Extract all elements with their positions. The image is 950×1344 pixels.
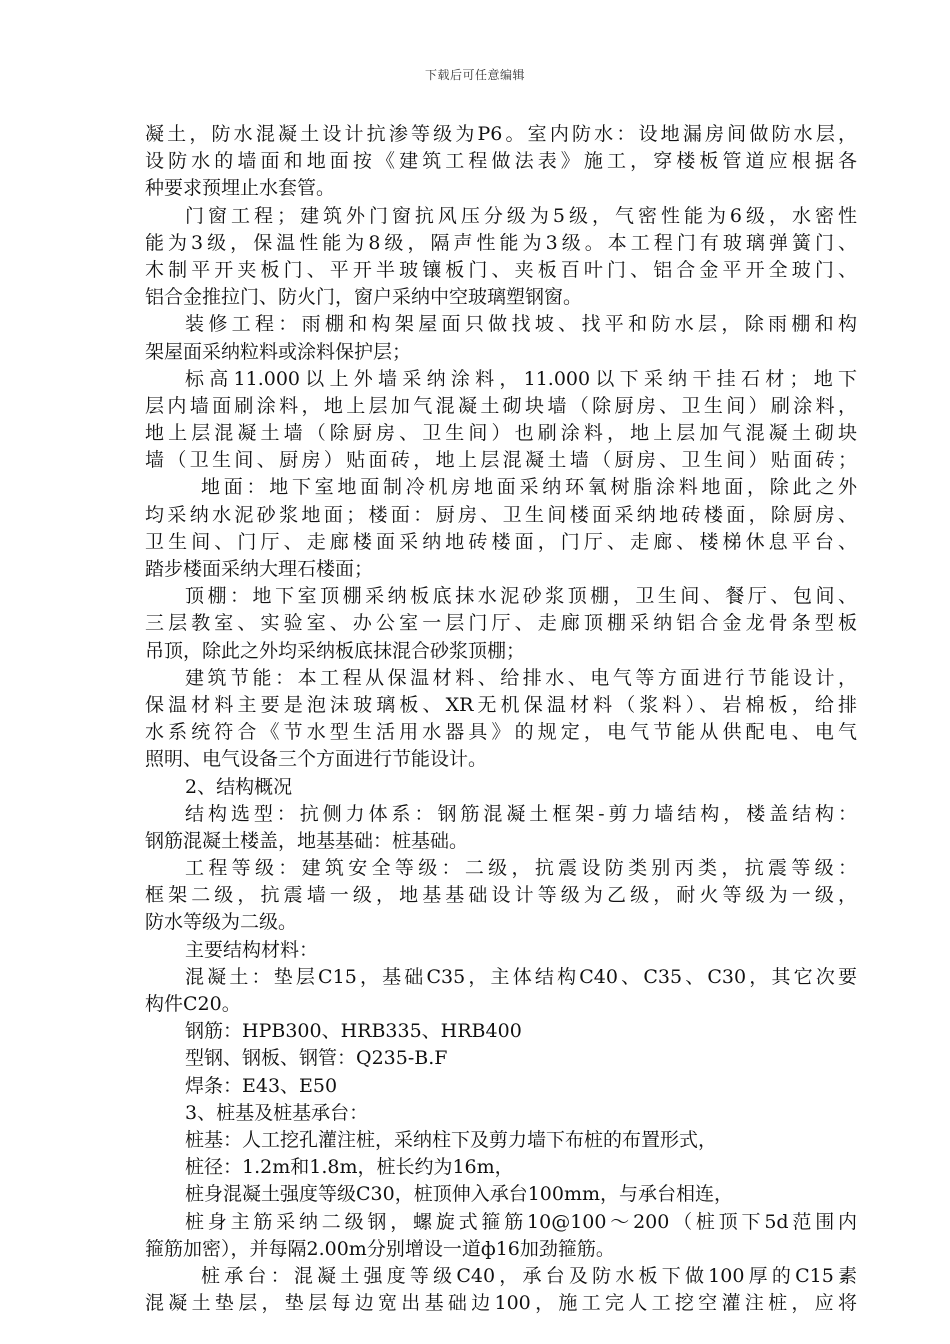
paragraph-line: 顶棚：地下室顶棚采纳板底抹水泥砂浆顶棚，卫生间、餐厅、包间、 — [185, 585, 857, 608]
paragraph-line: 标高11.000以上外墙采纳涂料，11.000以下采纳干挂石材；地下 — [185, 367, 857, 390]
paragraph-line: 地上层混凝土墙（除厨房、卫生间）也刷涂料，地上层加气混凝土砌块 — [145, 422, 857, 445]
paragraph-line: 混凝土：垫层C15，基础C35，主体结构C40、C35、C30，其它次要 — [185, 965, 857, 988]
paragraph-line: 钢筋混凝土楼盖，地基基础：桩基础。 — [145, 829, 469, 852]
paragraph-line: 吊顶，除此之外均采纳板底抹混合砂浆顶棚； — [145, 639, 526, 662]
paragraph-line: 焊条：E43、E50 — [185, 1074, 338, 1097]
section-heading: 3、桩基及桩基承台： — [185, 1101, 369, 1124]
body-text — [145, 121, 857, 1317]
paragraph-line: 保温材料主要是泡沫玻璃板、XR无机保温材料（浆料）、岩棉板，给排 — [145, 693, 857, 716]
paragraph-line: 框架二级，抗震墙一级，地基基础设计等级为乙级，耐火等级为一级， — [145, 884, 857, 907]
paragraph-line: 踏步楼面采纳大理石楼面； — [145, 558, 374, 580]
paragraph-line: 地面：地下室地面制冷机房地面采纳环氧树脂涂料地面，除此之外 — [201, 476, 857, 499]
paragraph-line: 结构选型：抗侧力体系：钢筋混凝土框架-剪力墙结构，楼盖结构： — [185, 802, 857, 825]
paragraph-line: 墙（卫生间、厨房）贴面砖，地上层混凝土墙（厨房、卫生间）贴面砖； — [145, 449, 857, 472]
paragraph-line: 门窗工程；建筑外门窗抗风压分级为5级，气密性能为6级，水密性 — [185, 204, 857, 227]
paragraph-line: 主要结构材料： — [185, 938, 319, 961]
section-heading: 2、结构概况 — [185, 775, 293, 798]
paragraph-line: 种要求预埋止水套管。 — [145, 177, 336, 200]
paragraph-line: 均采纳水泥砂浆地面；楼面：厨房、卫生间楼面采纳地砖楼面，除厨房、 — [145, 503, 857, 526]
paragraph-line: 桩身主筋采纳二级钢，螺旋式箍筋10@100～200（桩顶下5d范围内 — [185, 1210, 857, 1233]
paragraph-line: 建筑节能：本工程从保温材料、给排水、电气等方面进行节能设计， — [185, 666, 857, 689]
paragraph-line: 木制平开夹板门、平开半玻镶板门、夹板百叶门、铝合金平开全玻门、 — [145, 258, 857, 281]
paragraph-line: 设防水的墙面和地面按《建筑工程做法表》施工，穿楼板管道应根据各 — [145, 150, 857, 173]
paragraph-line: 桩径：1.2m和1.8m，桩长约为16m， — [185, 1156, 514, 1179]
paragraph-line: 铝合金推拉门、防火门，窗户采纳中空玻璃塑钢窗。 — [145, 286, 583, 309]
paragraph-line: 箍筋加密），并每隔2.00m分别增设一道ф16加劲箍筋。 — [145, 1237, 615, 1260]
paragraph-line: 桩承台：混凝土强度等级C40，承台及防水板下做100厚的C15素 — [201, 1264, 857, 1287]
paragraph-line: 桩身混凝土强度等级C30，桩顶伸入承台100mm，与承台相连， — [185, 1183, 734, 1206]
paragraph-line: 混凝土垫层，垫层每边宽出基础边100，施工完人工挖空灌注桩，应将 — [145, 1292, 857, 1315]
paragraph-line: 工程等级：建筑安全等级：二级，抗震设防类别丙类，抗震等级： — [185, 857, 857, 880]
paragraph-line: 照明、电气设备三个方面进行节能设计。 — [145, 748, 488, 771]
paragraph-line: 防水等级为二级。 — [145, 911, 298, 934]
page-header: 下载后可任意编辑 — [424, 68, 525, 82]
paragraph-line: 桩基：人工挖孔灌注桩，采纳柱下及剪力墙下布桩的布置形式， — [185, 1128, 718, 1151]
paragraph-line: 型钢、钢板、钢管：Q235-B.F — [185, 1047, 448, 1070]
paragraph-line: 凝土，防水混凝土设计抗渗等级为P6。室内防水：设地漏房间做防水层， — [145, 123, 857, 145]
paragraph-line: 层内墙面刷涂料，地上层加气混凝土砌块墙（除厨房、卫生间）刷涂料， — [145, 394, 857, 417]
paragraph-line: 水系统符合《节水型生活用水器具》的规定，电气节能从供配电、电气 — [145, 721, 857, 744]
paragraph-line: 卫生间、门厅、走廊楼面采纳地砖楼面，门厅、走廊、楼梯休息平台、 — [145, 530, 857, 553]
paragraph-line: 钢筋：HPB300、HRB335、HRB400 — [185, 1020, 522, 1043]
paragraph-line: 构件C20。 — [145, 993, 241, 1015]
paragraph-line: 装修工程：雨棚和构架屋面只做找坡、找平和防水层，除雨棚和构 — [185, 313, 857, 336]
paragraph-line: 三层教室、实验室、办公室一层门厅、走廊顶棚采纳铝合金龙骨条型板 — [145, 612, 857, 635]
paragraph-line: 架屋面采纳粒料或涂料保护层； — [145, 340, 412, 363]
paragraph-line: 能为3级，保温性能为8级，隔声性能为3级。本工程门有玻璃弹簧门、 — [145, 231, 857, 254]
